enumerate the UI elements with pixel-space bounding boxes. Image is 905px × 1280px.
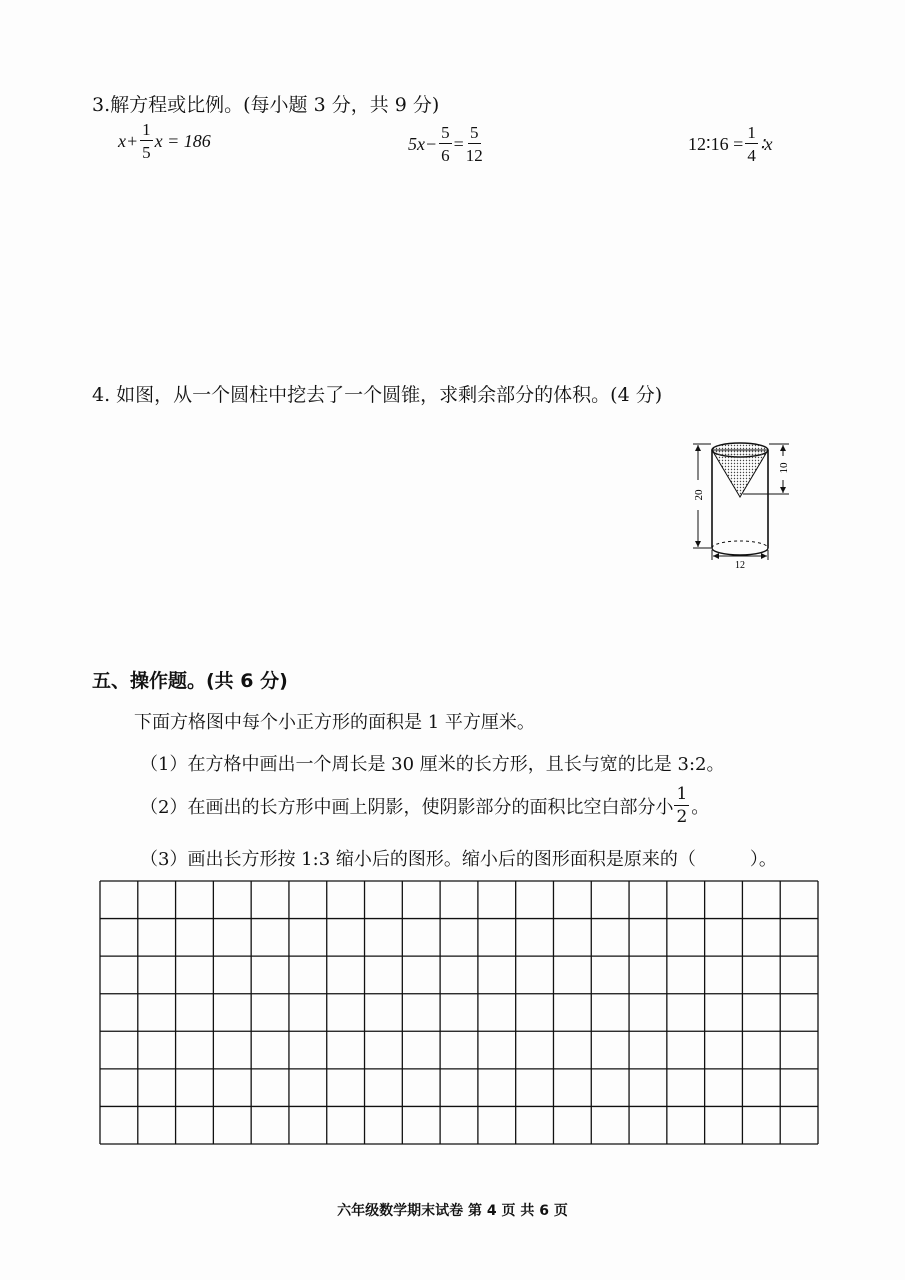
square-grid[interactable]: [99, 880, 819, 1145]
item-2-numerator: 1: [676, 784, 688, 804]
eq2-numerator-1: 5: [441, 123, 450, 142]
eq3-fraction: [745, 124, 758, 164]
section-5-item-2: [140, 786, 709, 826]
section-5-item-3: （3）画出长方形按 1:3 缩小后的图形。缩小后的图形面积是原来的（ ）。: [140, 849, 777, 870]
cone: [712, 450, 768, 497]
eq1-right: x = 186: [154, 130, 211, 151]
eq1-denominator: 5: [142, 143, 151, 162]
diameter-label: 12: [735, 560, 745, 571]
section-5-title: 五、操作题。(共 6 分): [92, 670, 288, 692]
item-2-text: （2）在画出的长方形中画上阴影，使阴影部分的面积比空白部分小: [140, 797, 674, 818]
eq1-left: x+: [118, 130, 139, 151]
eq3-denominator: 4: [747, 146, 756, 165]
eq2-numerator-2: 5: [470, 123, 479, 142]
cylinder-cone-figure: [685, 432, 795, 572]
item-2-end: 。: [691, 797, 710, 818]
section-5-item-1: （1）在方格中画出一个周长是 30 厘米的长方形，且长与宽的比是 3:2。: [140, 754, 725, 775]
section-5-intro: 下面方格图中每个小正方形的面积是 1 平方厘米。: [134, 712, 535, 733]
cylinder-bottom-back: [712, 541, 768, 548]
height-label: 20: [693, 489, 705, 501]
item-2-denominator: 2: [676, 807, 688, 827]
eq2-fraction-1: [439, 124, 452, 164]
eq2-denominator-2: 12: [465, 146, 483, 165]
eq3-numerator: 1: [747, 123, 756, 142]
equation-2: [408, 124, 485, 164]
equation-3: [688, 124, 773, 164]
question-3-title: 3.解方程或比例。(每小题 3 分，共 9 分): [92, 94, 440, 116]
eq1-numerator: 1: [142, 120, 151, 139]
eq2-fraction-2: [466, 124, 483, 164]
question-4-title: 4. 如图，从一个圆柱中挖去了一个圆锥，求剩余部分的体积。(4 分): [92, 384, 663, 406]
page-footer: 六年级数学期末试卷 第 4 页 共 6 页: [337, 1203, 568, 1219]
eq3-right: ∶x: [759, 133, 773, 154]
eq3-left: 12∶16 =: [688, 133, 744, 154]
cone-height-label: 10: [778, 462, 790, 474]
equation-1: [118, 121, 211, 161]
cylinder-bottom-front: [712, 548, 768, 555]
eq2-left: 5x−: [408, 133, 438, 154]
eq1-fraction: [140, 121, 153, 161]
eq2-denominator-1: 6: [441, 146, 450, 165]
item-2-fraction: [674, 786, 689, 826]
eq2-equals: =: [453, 133, 464, 154]
